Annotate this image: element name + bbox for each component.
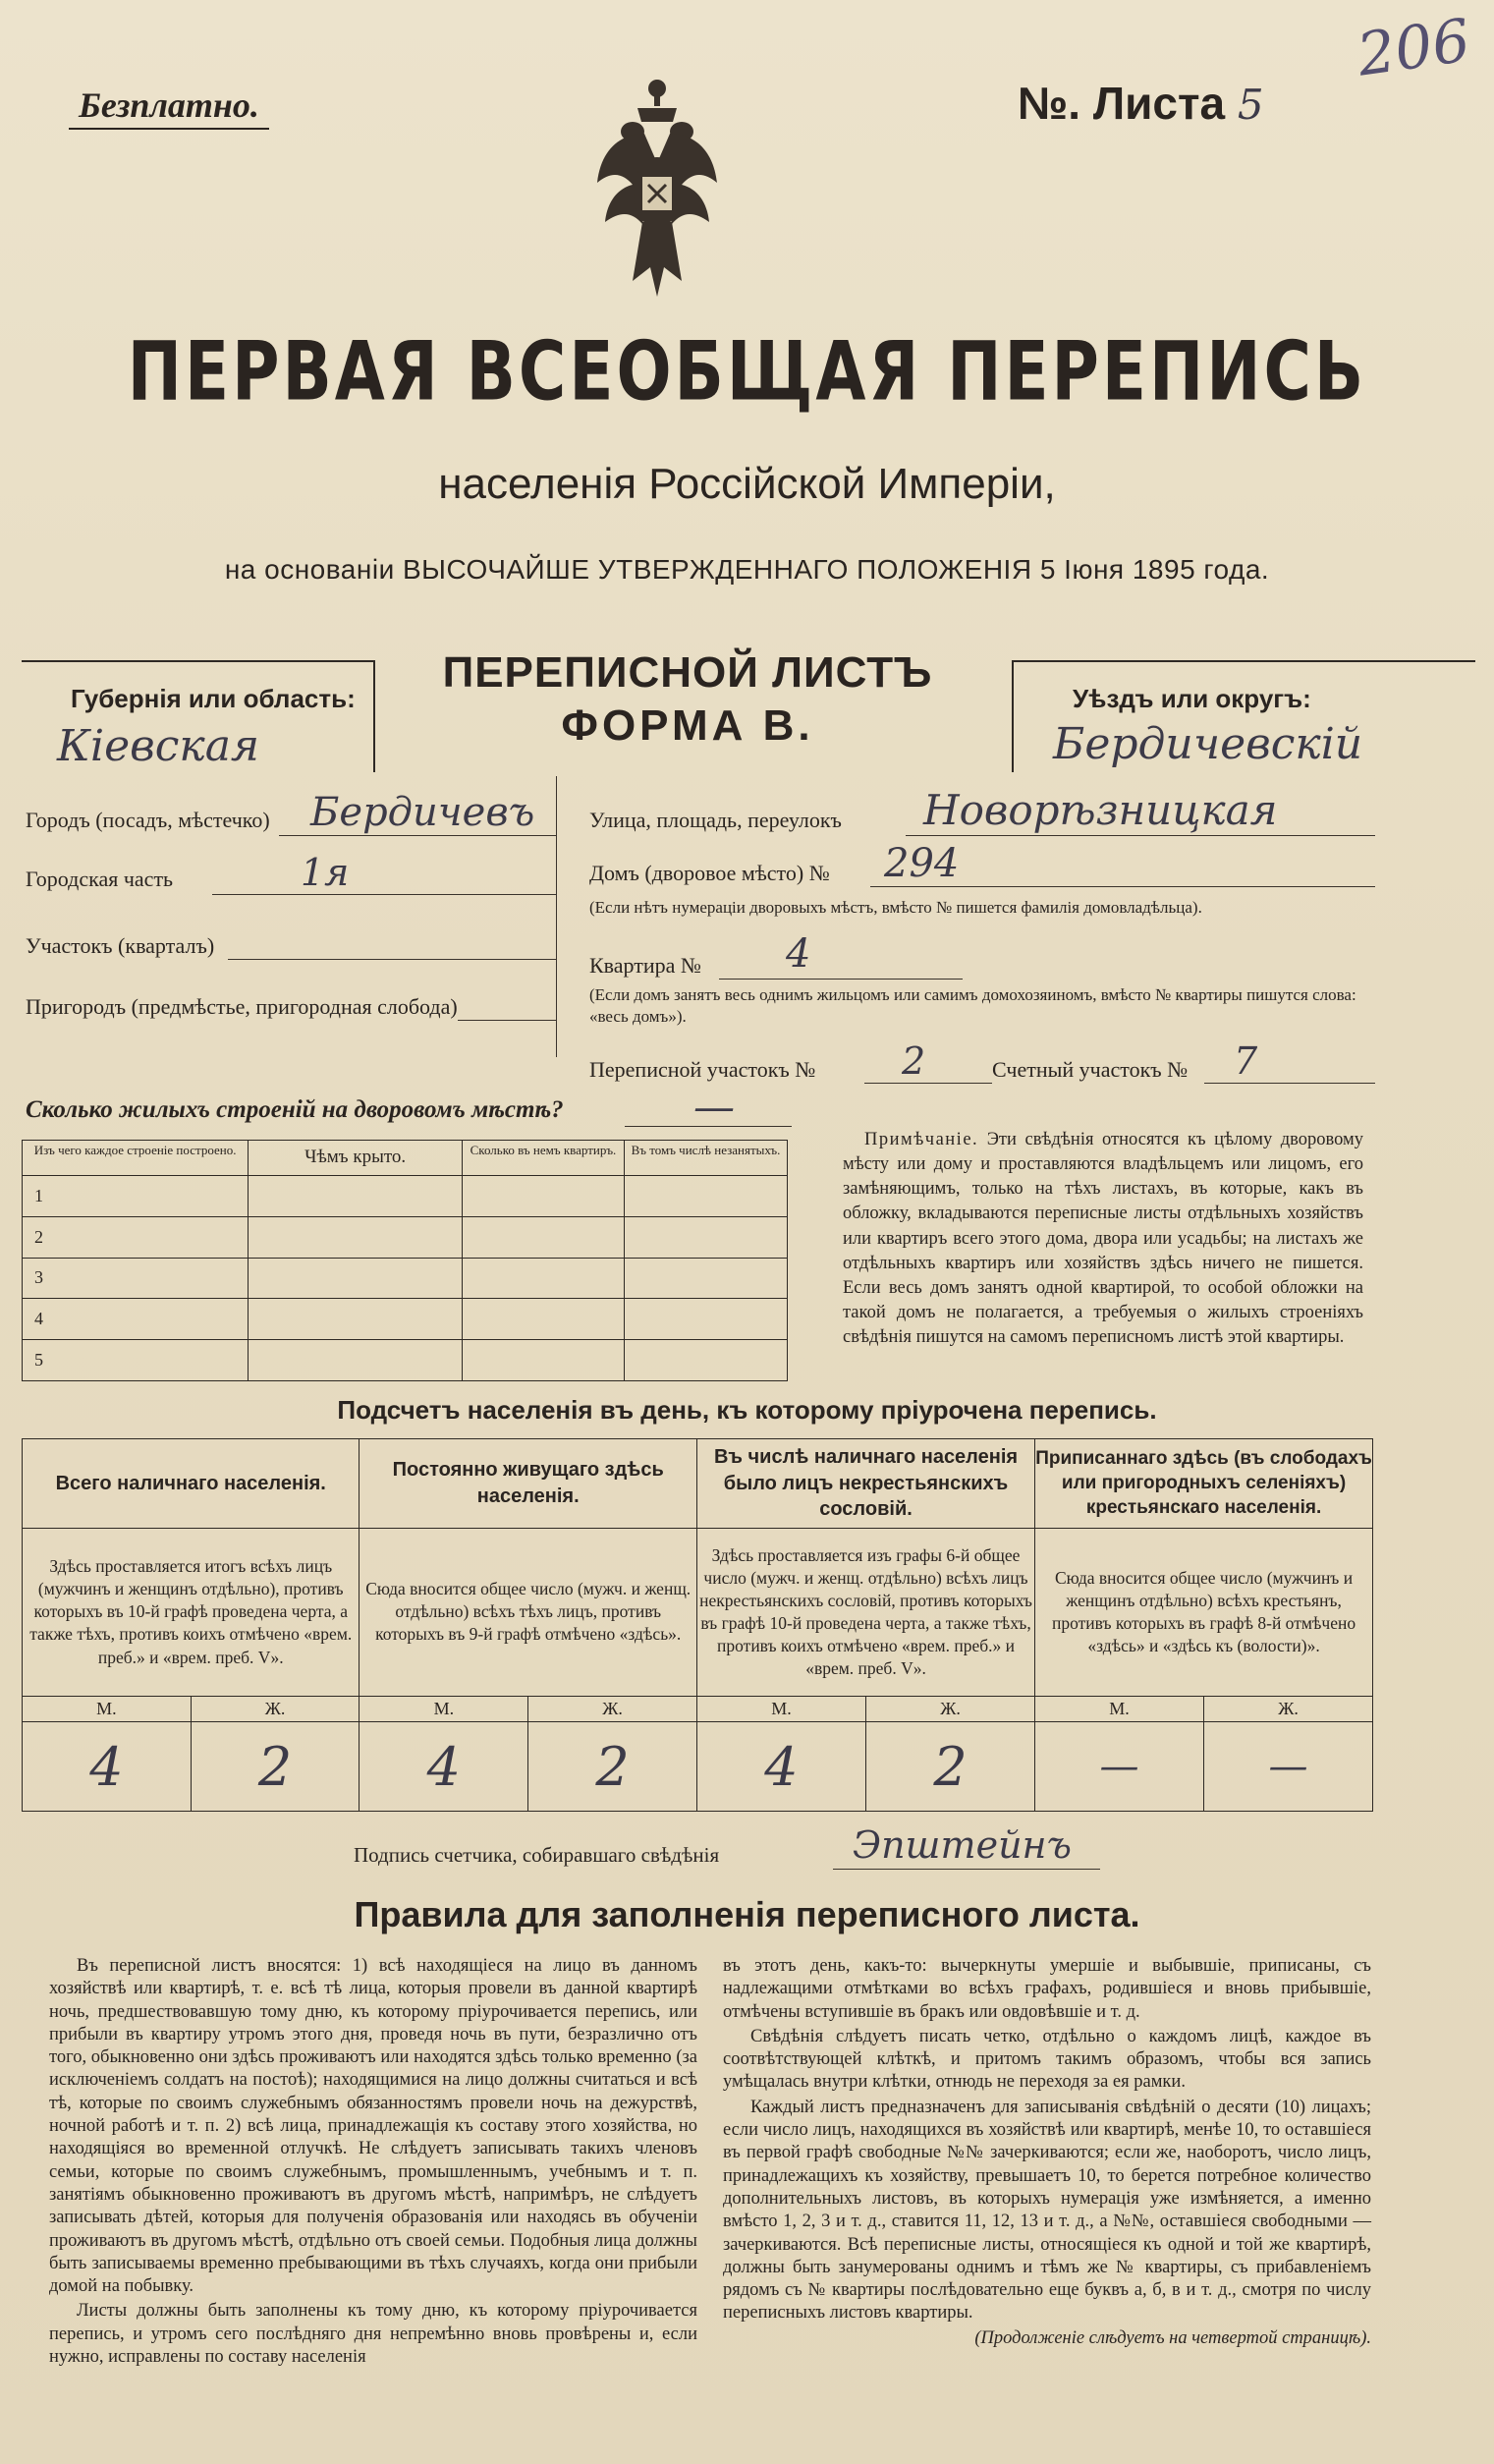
female-header: Ж. (528, 1697, 697, 1722)
street-value: Новорѣзницкая (923, 786, 1278, 834)
buildings-row-num: 1 (23, 1176, 249, 1217)
buildings-col-roof: Чѣмъ крыто. (249, 1141, 463, 1176)
city-part-value: 1я (301, 851, 350, 894)
pop-male-value: 4 (360, 1722, 528, 1812)
pop-col-title: Постоянно живущаго здѣсь населенія. (360, 1439, 696, 1529)
pop-col-title: Приписаннаго здѣсь (въ слободахъ или пригородныхъ селеніяхъ) крестьянскаго населенія. (1035, 1439, 1373, 1529)
free-label: Безплатно. (69, 84, 269, 130)
pop-female-value: 2 (191, 1722, 360, 1812)
city-label: Городъ (посадъ, мѣстечко) (26, 808, 270, 832)
uezd-label: Уѣздъ или округъ: (1073, 684, 1311, 713)
uezd-box (1012, 660, 1475, 772)
gubernia-box (22, 660, 375, 772)
document-title: ПЕРВАЯ ВСЕОБЩАЯ ПЕРЕПИСЬ (127, 324, 1367, 420)
buildings-col-material: Изъ чего каждое строеніе построено. (23, 1141, 249, 1176)
buildings-row-num: 5 (23, 1340, 249, 1381)
suburb-label: Пригородъ (предмѣстье, пригородная слобода) (26, 994, 458, 1019)
city-field (26, 786, 556, 839)
buildings-question (26, 1083, 792, 1136)
male-header: М. (1035, 1697, 1204, 1722)
street-label: Улица, площадь, переулокъ (589, 808, 842, 832)
street-field (589, 786, 1375, 839)
uezd-value: Бердичевскій (1053, 719, 1363, 769)
apartment-note: (Если домъ занятъ весь однимъ жильцомъ или самимъ домохозяиномъ, вмѣсто № квартиры пишутся слова: «весь домъ»). (589, 985, 1356, 1027)
population-table (22, 1438, 1373, 1812)
note-label: Примѣчаніе. (864, 1130, 979, 1149)
buildings-row-num: 4 (23, 1299, 249, 1340)
house-label: Домъ (дворовое мѣсто) № (589, 861, 830, 885)
pop-female-value: 2 (866, 1722, 1035, 1812)
male-header: М. (696, 1697, 865, 1722)
rules-paragraph: въ этотъ день, какъ-то: вычеркнуты умершіе и выбывшіе, приписаны, съ надлежащими отмѣтками во всѣхъ графахъ, родившіеся и вновь прибывшіе, отмѣчены вступившіе въ бракъ или овдовѣвшіе и т. д. (723, 1956, 1371, 2022)
male-header: М. (23, 1697, 192, 1722)
gubernia-value: Кіевская (57, 721, 260, 771)
suburb-field (26, 973, 556, 1026)
census-area-label: Переписной участокъ № (589, 1057, 816, 1082)
buildings-table (22, 1140, 788, 1381)
apartment-field (589, 931, 963, 982)
house-field (589, 841, 1375, 890)
pop-male-value: 4 (696, 1722, 865, 1812)
form-name: ФОРМА В. (561, 701, 814, 750)
buildings-col-apartments: Сколько въ немъ квартиръ. (462, 1141, 624, 1176)
population-heading: Подсчетъ населенія въ день, къ которому пріурочена перепись. (337, 1395, 1157, 1425)
apartment-value: 4 (786, 931, 811, 977)
apartment-label: Квартира № (589, 953, 701, 978)
city-part-label: Городская часть (26, 867, 174, 891)
pop-col-desc: Сюда вносится общее число (мужчинъ и женщинъ отдѣльно) всѣхъ крестьянъ, противъ которыхъ въ графѣ 8-й отмѣчено «здѣсь» и «здѣсь къ (волости)». (1035, 1528, 1373, 1696)
female-header: Ж. (1204, 1697, 1373, 1722)
address-divider (556, 776, 557, 1057)
gubernia-label: Губернія или область: (71, 684, 356, 713)
document-subtitle: населенія Россійской Имперіи, (438, 460, 1056, 508)
pop-male-value: 4 (23, 1722, 192, 1812)
note-text: Эти свѣдѣнія относятся къ цѣлому дворовому мѣсту или дому и проставляются владѣльцемъ или лицомъ, его замѣняющимъ, только на тѣхъ листахъ, въ которые, какъ въ обложку, вкладываются переписные листы отдѣльныхъ хозяйствъ или квартиръ всего этого дома, двора или усадьбы; на листахъ же отдѣльныхъ квартиръ или хозяйствъ здѣсь ничего не пишется. Если весь домъ занятъ одной квартирой, то особой обложки на такой домъ не полагается, а требуемыя о жилыхъ строеніяхъ свѣдѣнія пишутся на самомъ переписномъ листѣ этой квартиры. (843, 1130, 1363, 1348)
pop-col-desc: Здѣсь проставляется изъ графы 6-й общее число (мужч. и женщ. отдѣльно) всѣхъ лицъ некрестьянскихъ сословій, противъ которыхъ въ графѣ 10-й проведена черта, а также тѣхъ, противъ коихъ отмѣчено «врем. преб.» и «врем. преб. V». (696, 1528, 1034, 1696)
signature-value: Эпштейнъ (853, 1823, 1072, 1867)
district-field (26, 912, 556, 965)
count-area-label: Счетный участокъ № (992, 1057, 1189, 1082)
pop-male-value: — (1035, 1722, 1204, 1812)
sheet-number (1018, 77, 1264, 130)
pop-col-desc: Здѣсь проставляется итогъ всѣхъ лицъ (мужчинъ и женщинъ отдѣльно), противъ которыхъ въ 10-й графѣ проведена черта, а также тѣхъ, противъ коихъ отмѣчено «врем. преб.» и «врем. преб. V». (23, 1528, 360, 1696)
female-header: Ж. (191, 1697, 360, 1722)
signature-label: Подпись счетчика, собиравшаго свѣдѣнія (354, 1843, 720, 1867)
city-value: Бердичевъ (310, 790, 535, 835)
double-headed-eagle-emblem (593, 75, 721, 310)
buildings-note (843, 1128, 1363, 1350)
form-title (373, 648, 1002, 751)
rules-continued: (Продолженіе слѣдуетъ на четвертой страницѣ). (974, 2327, 1371, 2348)
rules-paragraph: Свѣдѣнія слѣдуетъ писать четко, отдѣльно о каждомъ лицѣ, каждое въ соотвѣтствующей клѣткѣ, и притомъ такимъ образомъ, чтобы вся запись умѣщалась внутри клѣтки, отнюдь не переходя за ея рамки. (723, 2026, 1371, 2093)
count-area-value: 7 (1234, 1039, 1258, 1083)
pop-female-value: 2 (528, 1722, 697, 1812)
buildings-row-num: 3 (23, 1258, 249, 1299)
census-area-value: 2 (902, 1039, 926, 1083)
rules-title: Правила для заполненія переписного листа. (354, 1894, 1140, 1934)
city-part-field (26, 845, 556, 898)
female-header: Ж. (866, 1697, 1035, 1722)
house-value: 294 (884, 841, 960, 886)
signature-field (354, 1818, 1100, 1873)
buildings-question-label: Сколько жилыхъ строеній на дворовомъ мѣстѣ? (26, 1096, 564, 1123)
house-note: (Если нѣтъ нумераціи дворовыхъ мѣстъ, вмѣсто № пишется фамилія домовладѣльца). (589, 898, 1202, 917)
pop-col-title: Всего наличнаго населенія. (23, 1439, 360, 1529)
buildings-answer: — (693, 1083, 735, 1131)
form-title-label: ПЕРЕПИСНОЙ ЛИСТЪ (442, 648, 933, 697)
document-basis: на основаніи ВЫСОЧАЙШЕ УТВЕРЖДЕННАГО ПОЛОЖЕНІЯ 5 Іюня 1895 года. (224, 554, 1270, 585)
rules-paragraph: Въ переписной листъ вносятся: 1) всѣ находящіеся на лицо въ данномъ хозяйствѣ или квартирѣ, т. е. всѣ тѣ лица, которыя провели въ данной квартирѣ ночь, предшествовавшую тому дню, къ которому пріурочивается перепись, или прибыли въ квартиру утромъ этого дня, проведя ночь въ пути, безразлично отъ того, обыкновенно они здѣсь проживаютъ или находятся здѣсь только временно (за исключеніемъ солдатъ на постоѣ); находящимися на лицо должны считаться и всѣ тѣ, которые по своимъ служебнымъ обязанностямъ провели ночь на дежурствѣ, ночной работѣ и т. п. 2) всѣ лица, принадлежащія къ составу этого хозяйства, но находящіяся во временной отлучкѣ. Не слѣдуетъ записывать такихъ членовъ семьи, которые по своимъ служебнымъ, промышленнымъ, учебнымъ и т. п. занятіямъ обыкновенно проживаютъ въ другомъ мѣстѣ, напримѣръ, не слѣдуетъ записывать дѣтей, которыя для полученія образованія или находясь въ обученіи проживаютъ въ другомъ мѣстѣ, отдѣльно отъ своей семьи. Подобныя лица должны быть записываемы временно пребывающими въ тѣхъ случаяхъ, когда они прибыли домой на побывку. (49, 1956, 697, 2297)
rules-paragraph: Каждый листъ предназначенъ для записыванія свѣдѣній о десяти (10) лицахъ; если число лицъ, находящихся въ хозяйствѣ или квартирѣ, менѣе 10, то оставшіеся въ первой графѣ свободные №№ зачеркиваются; если же, наоборотъ, число лицъ, принадлежащихъ къ хозяйству, превышаетъ 10, то берется потребное количество дополнительныхъ листовъ, въ которыхъ нумерація уже измѣняется, а именно вмѣсто 1, 2, 3 и т. д., ставится 11, 12, 13 и т. д., а №№, оставшіеся свободными — зачеркиваются. Всѣ переписные листы, относящіеся къ одной и той же квартирѣ, должны быть занумерованы однимъ и тѣмъ же № квартиры, съ прибавленіемъ рядомъ съ № квартиры послѣдовательно еще буквъ а, б, в и т. д., смотря по числу переписныхъ листовъ квартиры. (723, 2097, 1371, 2324)
rules-paragraph: Листы должны быть заполнены къ тому дню, къ которому пріурочивается перепись, и утромъ сего послѣдняго дня непремѣнно вновь провѣрены и, если нужно, исправлены по составу населенія (49, 2301, 697, 2368)
sheet-number-value: 5 (1237, 81, 1264, 129)
rules-left-column (49, 1955, 697, 2371)
pop-female-value: — (1204, 1722, 1373, 1812)
male-header: М. (360, 1697, 528, 1722)
district-label: Участокъ (кварталъ) (26, 933, 215, 958)
buildings-row-num: 2 (23, 1216, 249, 1258)
pop-col-title: Въ числѣ наличнаго населенія было лицъ некрестьянскихъ сословій. (696, 1439, 1034, 1529)
pop-col-desc: Сюда вносится общее число (мужч. и женщ. отдѣльно) всѣхъ тѣхъ лицъ, противъ которыхъ въ 9-й графѣ отмѣчено «здѣсь». (360, 1528, 696, 1696)
sheet-number-label: №. Листа (1018, 78, 1226, 129)
archive-number: 206 (1353, 6, 1474, 90)
rules-right-column (723, 1955, 1371, 2352)
buildings-col-vacant: Въ томъ числѣ незанятыхъ. (624, 1141, 787, 1176)
